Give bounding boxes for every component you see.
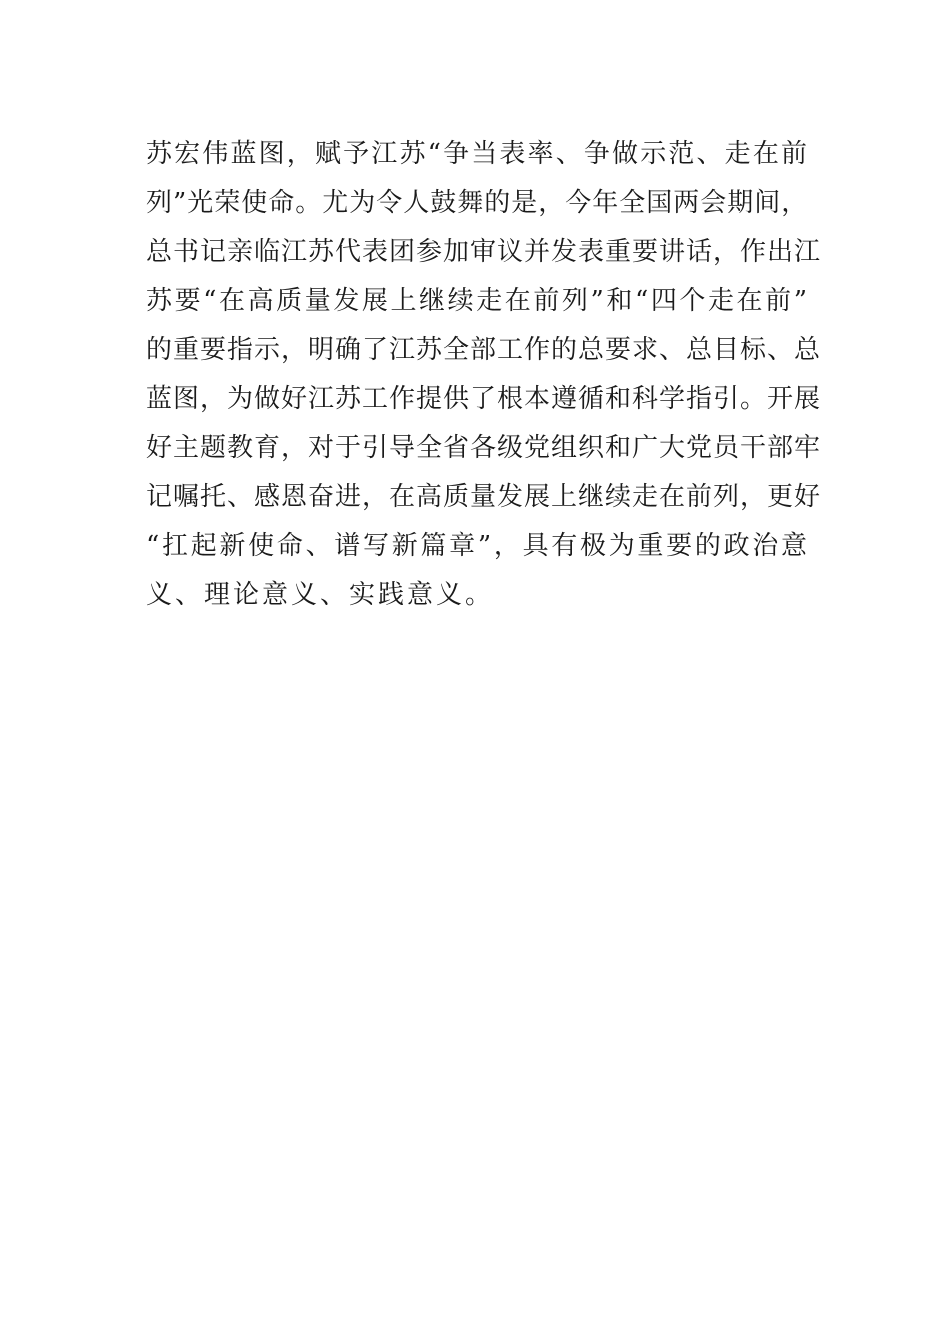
text-line: 蓝图，为做好江苏工作提供了根本遵循和科学指引。开展: [146, 384, 822, 414]
text-line: 的重要指示，明确了江苏全部工作的总要求、总目标、总: [146, 335, 822, 365]
text-line: 苏宏伟蓝图，赋予江苏“争当表率、争做示范、走在前: [146, 139, 808, 169]
text-line: 苏要“在高质量发展上继续走在前列”和“四个走在前”: [146, 286, 808, 316]
text-line-last: 义、理论意义、实践意义。: [146, 580, 495, 610]
text-line: 总书记亲临江苏代表团参加审议并发表重要讲话，作出江: [146, 237, 822, 267]
text-line: 记嘱托、感恩奋进，在高质量发展上继续走在前列，更好: [146, 482, 822, 512]
body-paragraph: [146, 130, 822, 620]
text-line: 列”光荣使命。尤为令人鼓舞的是，今年全国两会期间，: [146, 188, 809, 218]
text-line: 好主题教育，对于引导全省各级党组织和广大党员干部牢: [146, 433, 822, 463]
text-line: “扛起新使命、谱写新篇章”，具有极为重要的政治意: [146, 531, 808, 561]
